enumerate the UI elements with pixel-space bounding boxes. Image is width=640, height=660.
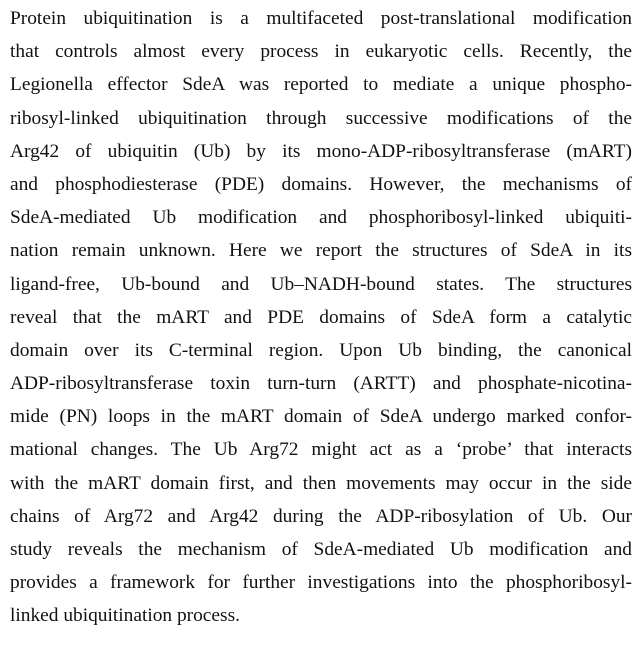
abstract-line: mide (PN) loops in the mART domain of SdeA undergo marked confor- bbox=[10, 406, 632, 428]
abstract-line: mational changes. The Ub Arg72 might act as a ‘probe’ that interacts bbox=[10, 439, 632, 461]
abstract-line: domain over its C-terminal region. Upon Ub binding, the canonical bbox=[10, 339, 632, 361]
abstract-line: chains of Arg72 and Arg42 during the ADP-ribosylation of Ub. Our bbox=[10, 505, 632, 527]
abstract-line: provides a framework for further investigations into the phosphoribosyl- bbox=[10, 572, 632, 594]
abstract-line: SdeA-mediated Ub modification and phosphoribosyl-linked ubiquiti- bbox=[10, 207, 632, 229]
abstract-line: Protein ubiquitination is a multifaceted post-translational modification bbox=[10, 8, 632, 29]
abstract-paragraph bbox=[10, 2, 632, 633]
abstract-line: Arg42 of ubiquitin (Ub) by its mono-ADP-ribosyltransferase (mART) bbox=[10, 140, 632, 162]
abstract-line: ADP-ribosyltransferase toxin turn-turn (ARTT) and phosphate-nicotina- bbox=[10, 373, 632, 395]
abstract-line: nation remain unknown. Here we report the structures of SdeA in its bbox=[10, 240, 632, 262]
abstract-line: Legionella effector SdeA was reported to mediate a unique phospho- bbox=[10, 74, 632, 96]
abstract-line: linked ubiquitination process. bbox=[10, 605, 240, 627]
abstract-line: ligand-free, Ub-bound and Ub–NADH-bound states. The structures bbox=[10, 273, 632, 295]
abstract-line: that controls almost every process in eukaryotic cells. Recently, the bbox=[10, 41, 632, 63]
abstract-line: study reveals the mechanism of SdeA-mediated Ub modification and bbox=[10, 539, 632, 560]
abstract-line: and phosphodiesterase (PDE) domains. However, the mechanisms of bbox=[10, 173, 632, 195]
abstract-line: reveal that the mART and PDE domains of SdeA form a catalytic bbox=[10, 306, 632, 328]
abstract-line: ribosyl-linked ubiquitination through successive modifications of the bbox=[10, 107, 632, 129]
abstract-line: with the mART domain first, and then movements may occur in the side bbox=[10, 472, 632, 494]
